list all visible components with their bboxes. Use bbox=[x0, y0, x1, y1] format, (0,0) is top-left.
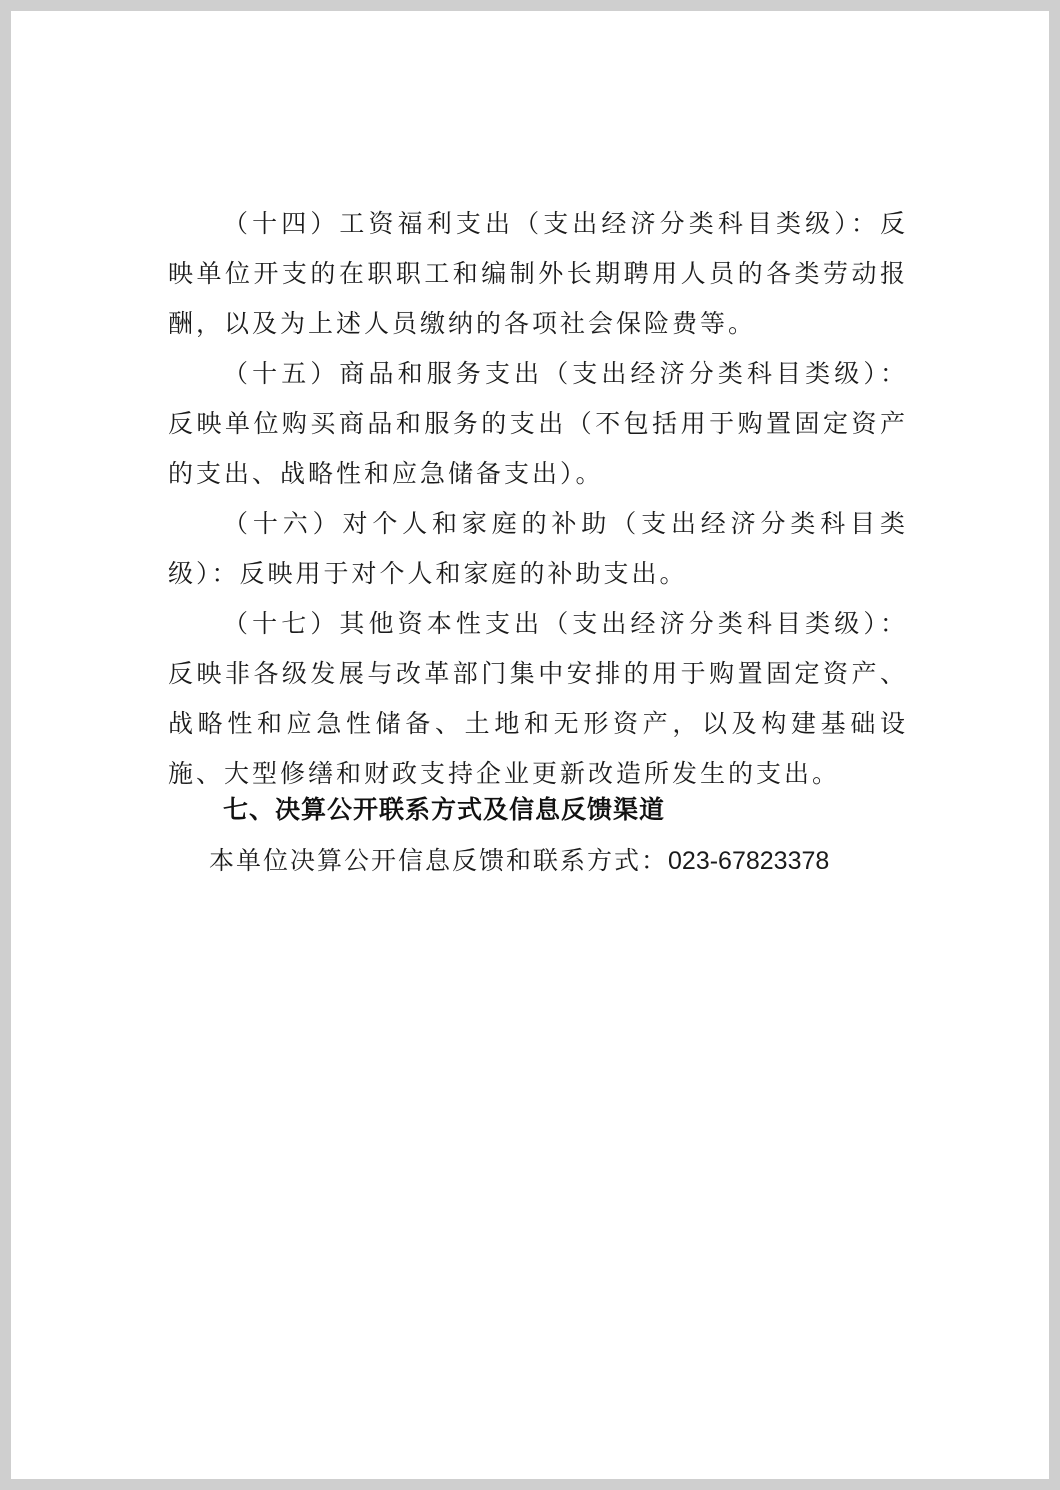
paragraph-other-capital-expenditure: （十七）其他资本性支出（支出经济分类科目类级）：反映非各级发展与改革部门集中安排的用于购置固定资产、战略性和应急性储备、土地和无形资产，以及构建基础设施、大型修缮和财政支持企业更新改造所发生的支出。 bbox=[168, 609, 908, 788]
contact-line bbox=[209, 836, 829, 886]
document-page bbox=[11, 11, 1049, 1479]
contact-label: 本单位决算公开信息反馈和联系方式： bbox=[209, 846, 669, 875]
paragraph-household-subsidy: （十六）对个人和家庭的补助（支出经济分类科目类级）：反映用于对个人和家庭的补助支出。 bbox=[168, 509, 908, 588]
contact-phone: 023-67823378 bbox=[668, 847, 830, 875]
paragraph-wage-welfare-expenditure: （十四）工资福利支出（支出经济分类科目类级）：反映单位开支的在职职工和编制外长期聘用人员的各类劳动报酬，以及为上述人员缴纳的各项社会保险费等。 bbox=[168, 209, 908, 338]
section-heading-contact: 七、决算公开联系方式及信息反馈渠道 bbox=[223, 795, 666, 824]
paragraph-goods-services-expenditure: （十五）商品和服务支出（支出经济分类科目类级）：反映单位购买商品和服务的支出（不包括用于购置固定资产的支出、战略性和应急储备支出）。 bbox=[168, 359, 908, 488]
